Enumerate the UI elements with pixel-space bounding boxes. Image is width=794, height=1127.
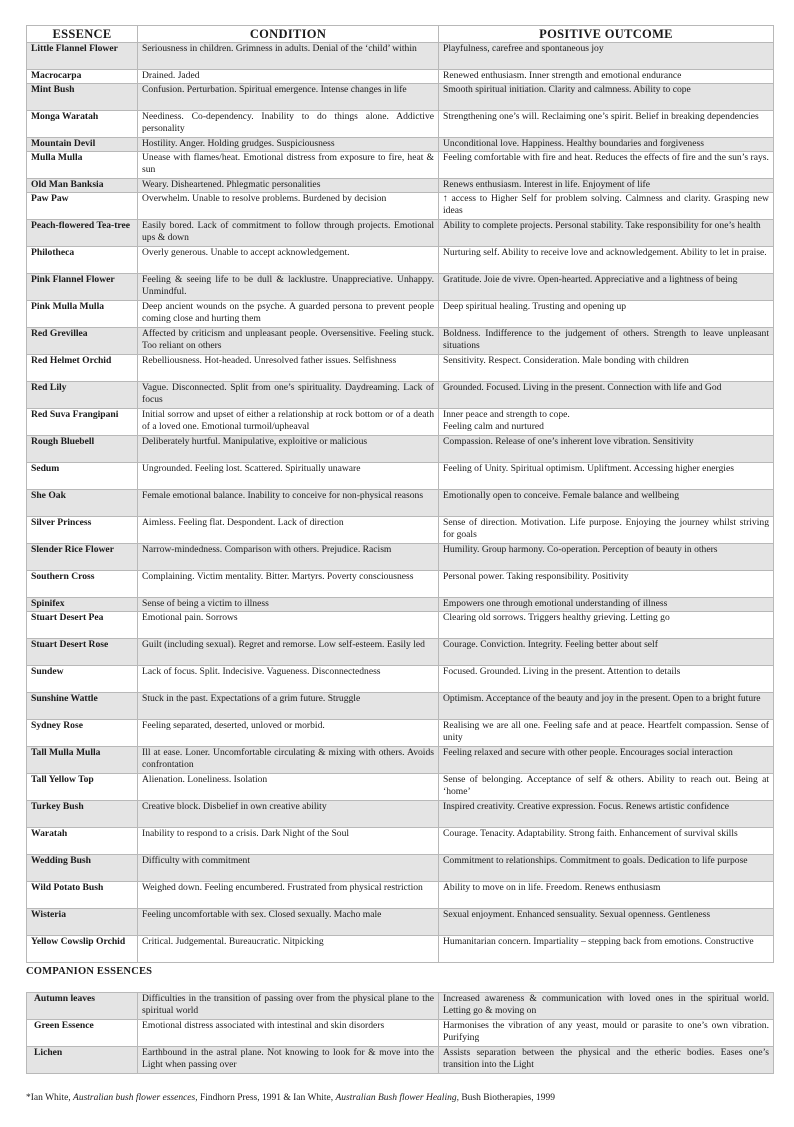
essence-cell: Green Essence [27,1020,138,1047]
table-row [27,936,774,963]
condition-cell: Lack of focus. Split. Indecisive. Vagueness. Disconnectedness [138,666,439,693]
condition-cell: Drained. Jaded [138,70,439,84]
outcome-cell: Empowers one through emotional understanding of illness [439,598,774,612]
condition-cell: Narrow-mindedness. Comparison with others. Prejudice. Racism [138,544,439,571]
table-row [27,436,774,463]
condition-cell: Deliberately hurtful. Manipulative, exploitive or malicious [138,436,439,463]
table-row [27,612,774,639]
outcome-cell: Emotionally open to conceive. Female balance and wellbeing [439,490,774,517]
outcome-cell: Assists separation between the physical and the etheric bodies. Eases one’s transition into the Light [439,1047,774,1074]
table-row [27,409,774,436]
condition-cell: Ill at ease. Loner. Uncomfortable circulating & mixing with others. Avoids confrontation [138,747,439,774]
condition-column-header: CONDITION [138,26,439,43]
table-row [27,517,774,544]
condition-cell: Hostility. Anger. Holding grudges. Suspiciousness [138,138,439,152]
essence-cell: Pink Mulla Mulla [27,301,138,328]
table-row [27,490,774,517]
outcome-cell: Compassion. Release of one’s inherent love vibration. Sensitivity [439,436,774,463]
outcome-cell: Grounded. Focused. Living in the present. Connection with life and God [439,382,774,409]
essence-cell: Stuart Desert Rose [27,639,138,666]
condition-cell: Earthbound in the astral plane. Not knowing to look for & move into the Light when passing over [138,1047,439,1074]
essence-column-header: ESSENCE [27,26,138,43]
table-row [27,882,774,909]
condition-cell: Unease with flames/heat. Emotional distress from exposure to fire, heat & sun [138,152,439,179]
essence-cell: Philotheca [27,247,138,274]
condition-cell: Difficulty with commitment [138,855,439,882]
companion-essences-table [26,992,774,1074]
outcome-cell: Nurturing self. Ability to receive love and acknowledgement. Ability to let in praise. [439,247,774,274]
table-row [27,138,774,152]
essence-cell: Sunshine Wattle [27,693,138,720]
essence-cell: Stuart Desert Pea [27,612,138,639]
essence-cell: Lichen [27,1047,138,1074]
outcome-cell: Feeling of Unity. Spiritual optimism. Upliftment. Accessing higher energies [439,463,774,490]
essence-cell: She Oak [27,490,138,517]
essence-cell: Paw Paw [27,193,138,220]
condition-cell: Emotional distress associated with intestinal and skin disorders [138,1020,439,1047]
outcome-cell: Harmonises the vibration of any yeast, mould or parasite to one’s own vibration. Purifying [439,1020,774,1047]
outcome-cell: Smooth spiritual initiation. Clarity and calmness. Ability to cope [439,84,774,111]
table-row [27,801,774,828]
outcome-cell: Personal power. Taking responsibility. Positivity [439,571,774,598]
essence-cell: Tall Mulla Mulla [27,747,138,774]
essence-cell: Southern Cross [27,571,138,598]
essence-cell: Wisteria [27,909,138,936]
outcome-cell: Renewed enthusiasm. Inner strength and emotional endurance [439,70,774,84]
essence-cell: Tall Yellow Top [27,774,138,801]
outcome-cell: Optimism. Acceptance of the beauty and joy in the present. Open to a bright future [439,693,774,720]
condition-cell: Critical. Judgemental. Bureaucratic. Nitpicking [138,936,439,963]
outcome-cell: Gratitude. Joie de vivre. Open-hearted. Appreciative and a lightness of being [439,274,774,301]
table-row [27,382,774,409]
outcome-cell: Inspired creativity. Creative expression. Focus. Renews artistic confidence [439,801,774,828]
outcome-cell: Playfulness, carefree and spontaneous joy [439,43,774,70]
table-row [27,274,774,301]
condition-cell: Overwhelm. Unable to resolve problems. Burdened by decision [138,193,439,220]
outcome-cell: Deep spiritual healing. Trusting and opening up [439,301,774,328]
essence-cell: Turkey Bush [27,801,138,828]
table-row [27,301,774,328]
condition-cell: Feeling separated, deserted, unloved or morbid. [138,720,439,747]
condition-cell: Emotional pain. Sorrows [138,612,439,639]
outcome-cell: Courage. Tenacity. Adaptability. Strong faith. Enhancement of survival skills [439,828,774,855]
outcome-cell: Sense of belonging. Acceptance of self & others. Ability to reach out. Being at ‘home’ [439,774,774,801]
essence-cell: Silver Princess [27,517,138,544]
table-row [27,571,774,598]
table-row [27,43,774,70]
condition-cell: Weary. Disheartened. Phlegmatic personalities [138,179,439,193]
essences-table-body [27,43,774,963]
condition-cell: Alienation. Loneliness. Isolation [138,774,439,801]
outcome-column-header: POSITIVE OUTCOME [439,26,774,43]
essence-cell: Mint Bush [27,84,138,111]
outcome-cell: Feeling comfortable with fire and heat. Reduces the effects of fire and the sun’s rays. [439,152,774,179]
citation-prefix: *Ian White, [26,1093,74,1103]
table-row [27,111,774,138]
outcome-cell: Ability to complete projects. Personal stability. Take responsibility for one’s health [439,220,774,247]
citation-middle: Findhorn Press, 1991 & Ian White, [197,1093,336,1103]
condition-cell: Creative block. Disbelief in own creative ability [138,801,439,828]
table-row [27,179,774,193]
condition-cell: Ungrounded. Feeling lost. Scattered. Spiritually unaware [138,463,439,490]
table-row [27,193,774,220]
table-row [27,666,774,693]
essence-cell: Rough Bluebell [27,436,138,463]
condition-cell: Guilt (including sexual). Regret and remorse. Low self-esteem. Easily led [138,639,439,666]
outcome-cell: Humility. Group harmony. Co-operation. Perception of beauty in others [439,544,774,571]
essence-cell: Red Lily [27,382,138,409]
table-row [27,152,774,179]
condition-cell: Difficulties in the transition of passing over from the physical plane to the spiritual world [138,993,439,1020]
table-row [27,220,774,247]
condition-cell: Deep ancient wounds on the psyche. A guarded persona to prevent people coming close and hurting them [138,301,439,328]
essence-cell: Mulla Mulla [27,152,138,179]
essence-cell: Monga Waratah [27,111,138,138]
essence-cell: Peach-flowered Tea-tree [27,220,138,247]
table-row [27,1047,774,1074]
table-row [27,1020,774,1047]
essence-cell: Red Helmet Orchid [27,355,138,382]
condition-cell: Stuck in the past. Expectations of a grim future. Struggle [138,693,439,720]
essence-cell: Red Suva Frangipani [27,409,138,436]
essence-cell: Sydney Rose [27,720,138,747]
condition-cell: Confusion. Perturbation. Spiritual emergence. Intense changes in life [138,84,439,111]
table-row [27,828,774,855]
outcome-cell: Boldness. Indifference to the judgement of others. Strength to leave unpleasant situations [439,328,774,355]
essence-cell: Sedum [27,463,138,490]
outcome-cell: Unconditional love. Happiness. Healthy boundaries and forgiveness [439,138,774,152]
condition-cell: Rebelliousness. Hot-headed. Unresolved father issues. Selfishness [138,355,439,382]
condition-cell: Aimless. Feeling flat. Despondent. Lack of direction [138,517,439,544]
essence-cell: Macrocarpa [27,70,138,84]
outcome-cell: Focused. Grounded. Living in the present. Attention to details [439,666,774,693]
table-row [27,693,774,720]
outcome-cell: Humanitarian concern. Impartiality – stepping back from emotions. Constructive [439,936,774,963]
table-row [27,993,774,1020]
condition-cell: Sense of being a victim to illness [138,598,439,612]
table-row [27,720,774,747]
table-row [27,247,774,274]
outcome-cell: Renews enthusiasm. Interest in life. Enjoyment of life [439,179,774,193]
outcome-cell: Realising we are all one. Feeling safe and at peace. Heartfelt compassion. Sense of unity [439,720,774,747]
outcome-cell: Clearing old sorrows. Triggers healthy grieving. Letting go [439,612,774,639]
citation-book-1: Australian bush flower essences, [73,1093,198,1103]
table-row [27,355,774,382]
outcome-cell: Ability to move on in life. Freedom. Renews enthusiasm [439,882,774,909]
condition-cell: Affected by criticism and unpleasant people. Oversensitive. Feeling stuck. Too reliant on others [138,328,439,355]
outcome-cell: Sexual enjoyment. Enhanced sensuality. Sexual openness. Gentleness [439,909,774,936]
condition-cell: Initial sorrow and upset of either a relationship at rock bottom or of a death of a loved one. Emotional turmoil/upheaval [138,409,439,436]
table-row [27,544,774,571]
citation-footer [26,1092,555,1104]
outcome-cell: Increased awareness & communication with loved ones in the spiritual world. Letting go & moving on [439,993,774,1020]
outcome-cell: Sense of direction. Motivation. Life purpose. Enjoying the journey whilst striving for goals [439,517,774,544]
companion-essences-heading: COMPANION ESSENCES [26,966,153,977]
essence-cell: Red Grevillea [27,328,138,355]
outcome-cell: Strengthening one’s will. Reclaiming one’s spirit. Belief in breaking dependencies [439,111,774,138]
essence-cell: Old Man Banksia [27,179,138,193]
outcome-cell: ↑ access to Higher Self for problem solving. Calmness and clarity. Grasping new ideas [439,193,774,220]
condition-cell: Weighed down. Feeling encumbered. Frustrated from physical restriction [138,882,439,909]
condition-cell: Complaining. Victim mentality. Bitter. Martyrs. Poverty consciousness [138,571,439,598]
table-row [27,855,774,882]
table-row [27,463,774,490]
table-row [27,747,774,774]
essences-table [26,25,774,963]
condition-cell: Feeling uncomfortable with sex. Closed sexually. Macho male [138,909,439,936]
table-row [27,598,774,612]
condition-cell: Feeling & seeing life to be dull & lacklustre. Unappreciative. Unhappy. Unmindful. [138,274,439,301]
condition-cell: Inability to respond to a crisis. Dark Night of the Soul [138,828,439,855]
essence-cell: Wedding Bush [27,855,138,882]
condition-cell: Overly generous. Unable to accept acknowledgement. [138,247,439,274]
essence-cell: Pink Flannel Flower [27,274,138,301]
table-row [27,328,774,355]
essence-cell: Spinifex [27,598,138,612]
condition-cell: Neediness. Co-dependency. Inability to do things alone. Addictive personality [138,111,439,138]
table-row [27,774,774,801]
essence-cell: Waratah [27,828,138,855]
table-row [27,70,774,84]
condition-cell: Easily bored. Lack of commitment to follow through projects. Emotional ups & down [138,220,439,247]
table-row [27,639,774,666]
citation-book-2: Australian Bush flower Healing, [335,1093,459,1103]
outcome-cell: Feeling relaxed and secure with other people. Encourages social interaction [439,747,774,774]
condition-cell: Seriousness in children. Grimness in adults. Denial of the ‘child’ within [138,43,439,70]
header-row [27,26,774,43]
essence-cell: Wild Potato Bush [27,882,138,909]
essence-cell: Slender Rice Flower [27,544,138,571]
condition-cell: Female emotional balance. Inability to conceive for non-physical reasons [138,490,439,517]
table-row [27,84,774,111]
outcome-cell: Inner peace and strength to cope. Feeling calm and nurtured [439,409,774,436]
essence-cell: Sundew [27,666,138,693]
outcome-cell: Commitment to relationships. Commitment to goals. Dedication to life purpose [439,855,774,882]
outcome-cell: Courage. Conviction. Integrity. Feeling better about self [439,639,774,666]
table-row [27,909,774,936]
essence-cell: Yellow Cowslip Orchid [27,936,138,963]
outcome-cell: Sensitivity. Respect. Consideration. Male bonding with children [439,355,774,382]
essence-cell: Autumn leaves [27,993,138,1020]
essence-cell: Little Flannel Flower [27,43,138,70]
citation-suffix: Bush Biotherapies, 1999 [458,1093,556,1103]
companion-table-body [27,993,774,1074]
essence-cell: Mountain Devil [27,138,138,152]
condition-cell: Vague. Disconnected. Split from one’s spirituality. Daydreaming. Lack of focus [138,382,439,409]
